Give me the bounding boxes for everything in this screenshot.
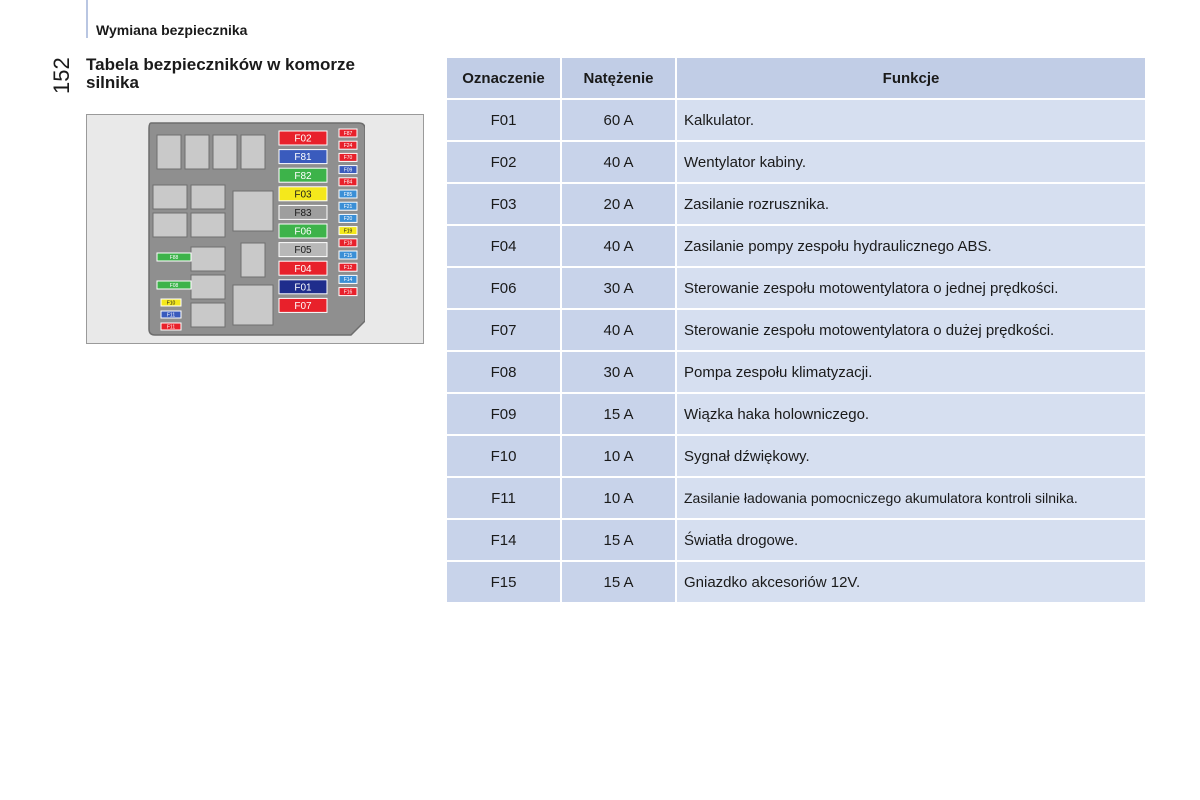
fuse-f05 <box>279 243 327 257</box>
fuse-f03 <box>279 187 327 201</box>
fuse-function: Zasilanie pompy zespołu hydraulicznego ABS. <box>677 226 1145 266</box>
fuse-id: F04 <box>447 226 560 266</box>
mini-fuse-f21 <box>339 202 357 210</box>
fuse-function: Gniazdko akcesoriów 12V. <box>677 562 1145 602</box>
table-row <box>447 562 1145 602</box>
mini-fuse-f09 <box>339 166 357 174</box>
svg-text:F15: F15 <box>343 252 353 259</box>
fuse-function: Wiązka haka holowniczego. <box>677 394 1145 434</box>
fuse-f07 <box>279 298 327 312</box>
fuse-f04 <box>279 261 327 275</box>
svg-text:F05: F05 <box>294 245 312 257</box>
mini-fuse-f70 <box>339 153 357 161</box>
table-row <box>447 310 1145 350</box>
fuse-amperage: 40 A <box>562 142 675 182</box>
fuse-f01 <box>279 280 327 294</box>
svg-text:F03: F03 <box>294 189 312 201</box>
svg-text:F10: F10 <box>166 300 176 307</box>
small-fuse-f88 <box>157 253 191 261</box>
header-designation: Oznaczenie <box>447 58 560 98</box>
fuse-function: Zasilanie ładowania pomocniczego akumulatora kontroli silnika. <box>677 478 1145 518</box>
fuse-function: Sygnał dźwiękowy. <box>677 436 1145 476</box>
svg-text:F87: F87 <box>343 130 353 137</box>
page-title: Tabela bezpieczników w komorze silnika <box>86 55 355 92</box>
table-row <box>447 100 1145 140</box>
table-row <box>447 352 1145 392</box>
mini-fuse-f15 <box>339 251 357 259</box>
fuse-function: Kalkulator. <box>677 100 1145 140</box>
mini-fuse-f85 <box>339 190 357 198</box>
fuse-amperage: 60 A <box>562 100 675 140</box>
svg-text:F88: F88 <box>169 254 179 261</box>
svg-text:F02: F02 <box>294 133 312 145</box>
header-rule <box>86 0 88 38</box>
fuse-amperage: 10 A <box>562 478 675 518</box>
mini-fuse-f84 <box>339 178 357 186</box>
fuse-amperage: 30 A <box>562 352 675 392</box>
svg-text:F12: F12 <box>343 265 353 271</box>
svg-text:F83: F83 <box>294 208 312 219</box>
table-row <box>447 226 1145 266</box>
svg-text:F06: F06 <box>294 226 312 238</box>
svg-text:F11: F11 <box>166 312 176 319</box>
small-fuse-f10 <box>161 299 181 306</box>
fuse-id: F15 <box>447 562 560 602</box>
fuse-function: Sterowanie zespołu motowentylatora o dużej prędkości. <box>677 310 1145 350</box>
small-fuse-f08 <box>157 281 191 289</box>
table-header-row <box>447 58 1145 98</box>
fuse-box-drawing <box>145 121 365 337</box>
header-amperage: Natężenie <box>562 58 675 98</box>
fuse-id: F10 <box>447 436 560 476</box>
fuse-amperage: 15 A <box>562 394 675 434</box>
svg-text:F20: F20 <box>343 216 353 223</box>
svg-text:F14: F14 <box>343 277 353 284</box>
svg-text:F24: F24 <box>343 143 353 149</box>
fuse-function: Pompa zespołu klimatyzacji. <box>677 352 1145 392</box>
mini-fuse-f19 <box>339 227 357 235</box>
fuse-f83 <box>279 205 327 219</box>
svg-text:F07: F07 <box>294 301 312 312</box>
svg-text:F84: F84 <box>343 179 353 186</box>
fuse-function: Sterowanie zespołu motowentylatora o jednej prędkości. <box>677 268 1145 308</box>
fuse-box-diagram <box>86 114 424 344</box>
mini-fuse-f24 <box>339 141 357 149</box>
fuse-id: F08 <box>447 352 560 392</box>
table-row <box>447 478 1145 518</box>
fuse-function: Wentylator kabiny. <box>677 142 1145 182</box>
fuse-id: F11 <box>447 478 560 518</box>
fuse-id: F01 <box>447 100 560 140</box>
svg-text:F09: F09 <box>343 167 353 174</box>
mini-fuse-f18 <box>339 239 357 247</box>
table-row <box>447 142 1145 182</box>
page-number: 152 <box>49 57 74 94</box>
fuse-function: Światła drogowe. <box>677 520 1145 560</box>
table-row <box>447 394 1145 434</box>
fuse-f81 <box>279 150 327 164</box>
svg-text:F04: F04 <box>294 263 312 275</box>
fuse-amperage: 15 A <box>562 562 675 602</box>
svg-text:F70: F70 <box>343 155 353 162</box>
mini-fuse-f12 <box>339 263 357 271</box>
section-title: Wymiana bezpiecznika <box>96 22 248 38</box>
header-functions: Funkcje <box>677 58 1145 98</box>
table-row <box>447 184 1145 224</box>
fuse-id: F14 <box>447 520 560 560</box>
fuse-amperage: 20 A <box>562 184 675 224</box>
mini-fuse-f87 <box>339 129 357 137</box>
fuse-amperage: 15 A <box>562 520 675 560</box>
mini-fuse-f20 <box>339 214 357 222</box>
svg-text:F18: F18 <box>343 240 353 247</box>
fuse-id: F06 <box>447 268 560 308</box>
svg-text:F11: F11 <box>166 324 176 331</box>
mini-fuse-f16 <box>339 288 357 296</box>
svg-text:F01: F01 <box>294 282 312 294</box>
fuse-function: Zasilanie rozrusznika. <box>677 184 1145 224</box>
svg-text:F82: F82 <box>294 170 312 182</box>
svg-text:F19: F19 <box>343 228 353 235</box>
fuse-id: F09 <box>447 394 560 434</box>
svg-text:F16: F16 <box>343 289 353 296</box>
fuse-table <box>445 56 1147 604</box>
table-row <box>447 520 1145 560</box>
fuse-f82 <box>279 168 327 182</box>
table-row <box>447 436 1145 476</box>
svg-text:F85: F85 <box>343 191 353 198</box>
svg-text:F81: F81 <box>294 152 312 164</box>
fuse-amperage: 10 A <box>562 436 675 476</box>
fuse-amperage: 40 A <box>562 226 675 266</box>
fuse-amperage: 30 A <box>562 268 675 308</box>
small-fuse-f11 <box>161 311 181 318</box>
small-fuse-f11 <box>161 323 181 330</box>
svg-text:F21: F21 <box>343 204 353 210</box>
fuse-id: F02 <box>447 142 560 182</box>
fuse-id: F03 <box>447 184 560 224</box>
fuse-amperage: 40 A <box>562 310 675 350</box>
svg-text:F08: F08 <box>169 282 179 289</box>
mini-fuse-f14 <box>339 275 357 283</box>
fuse-f06 <box>279 224 327 238</box>
fuse-id: F07 <box>447 310 560 350</box>
table-row <box>447 268 1145 308</box>
fuse-f02 <box>279 131 327 145</box>
